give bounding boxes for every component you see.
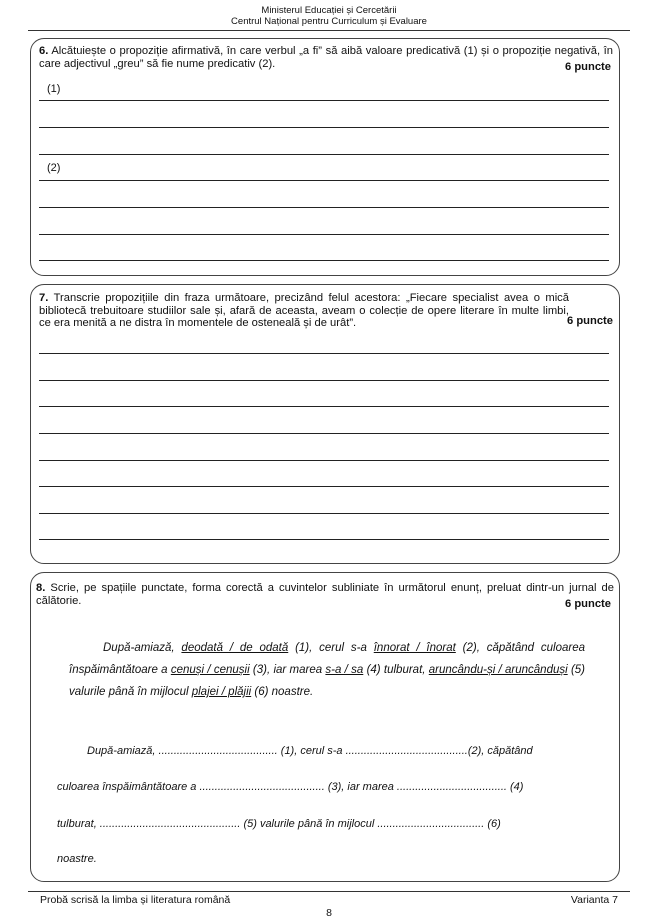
answer-line[interactable]	[39, 100, 609, 101]
underlined-word-6: plajei / plăjii	[191, 686, 252, 698]
answer-label-2: (2)	[47, 162, 61, 174]
para-text: (2), căpătând culoarea înspăimântătoare a	[69, 642, 585, 676]
question-7-number: 7.	[39, 292, 49, 304]
fill-line-3[interactable]: tulburat, .............................................. (5) valurile până în mijlocul ................................... (6)	[57, 818, 501, 830]
fill-line-2[interactable]: culoarea înspăimântătoare a ......................................... (3), iar marea .................................... (4)	[57, 781, 524, 793]
question-8-text	[36, 582, 614, 607]
question-6-prompt: Alcătuiește o propoziție afirmativă, în care verbul „a fi” să aibă valoare predicativă (1) și o propoziție negativă, în care adjectivul „greu” să fie nume predicativ (2).	[39, 45, 613, 70]
answer-line[interactable]	[39, 127, 609, 128]
question-8-points: 6 puncte	[564, 598, 611, 610]
para-text: După-amiază,	[103, 642, 182, 654]
page-number: 8	[326, 907, 332, 919]
footer-exam-title: Probă scrisă la limba și literatura română	[40, 894, 231, 906]
question-7-prompt: Transcrie propozițiile din fraza următoare, precizând felul acestora: „Fiecare specialist avea o mică bibliotecă trebuitoare studiilor sale și, afară de aceasta, aveam o colecție de opere literare în multe limbi, ce era menită a ne distra în momentele de osteneală și de urât”.	[39, 292, 569, 329]
answer-line[interactable]	[39, 406, 609, 407]
question-8-prompt: Scrie, pe spațiile punctate, forma corectă a cuvintelor subliniate în următorul enunț, preluat dintr-un jurnal de călătorie.	[36, 582, 614, 607]
underlined-word-5: aruncându-și / aruncânduși	[428, 664, 568, 676]
underlined-word-1: deodată / de odată	[181, 642, 289, 654]
question-8-box	[30, 572, 620, 882]
footer-divider	[28, 891, 630, 892]
footer-variant: Varianta 7	[570, 894, 618, 906]
answer-line[interactable]	[39, 234, 609, 235]
answer-line[interactable]	[39, 460, 609, 461]
source-paragraph	[69, 637, 585, 703]
header-ministry: Ministerul Educației și Cercetării	[261, 5, 397, 16]
underlined-word-3: cenuși / cenușii	[170, 664, 250, 676]
question-8-number: 8.	[36, 582, 46, 594]
answer-line[interactable]	[39, 207, 609, 208]
answer-line[interactable]	[39, 180, 609, 181]
para-text: (3), iar marea	[249, 664, 326, 676]
underlined-word-2: înnorat / înorat	[373, 642, 456, 654]
para-text: (5) valurile până în mijlocul	[69, 664, 586, 698]
answer-line[interactable]	[39, 353, 609, 354]
fill-line-1[interactable]: După-amiază, ....................................... (1), cerul s-a ........................................(2), căpătând	[87, 745, 533, 757]
para-text: (1), cerul s-a	[288, 642, 374, 654]
underlined-word-4: s-a / sa	[325, 664, 364, 676]
answer-line[interactable]	[39, 513, 609, 514]
question-6-box	[30, 38, 620, 276]
answer-line[interactable]	[39, 154, 609, 155]
answer-line[interactable]	[39, 539, 609, 540]
para-text: (6) noastre.	[251, 686, 314, 698]
answer-line[interactable]	[39, 260, 609, 261]
header-divider	[28, 30, 630, 31]
question-7-points: 6 puncte	[566, 315, 613, 327]
header-center: Centrul Național pentru Curriculum și Evaluare	[231, 16, 427, 27]
question-6-number: 6.	[39, 45, 49, 57]
answer-label-1: (1)	[47, 83, 61, 95]
para-text: (4) tulburat,	[363, 664, 429, 676]
fill-line-4: noastre.	[57, 853, 97, 865]
answer-line[interactable]	[39, 486, 609, 487]
answer-line[interactable]	[39, 380, 609, 381]
question-6-text	[39, 45, 613, 70]
answer-line[interactable]	[39, 433, 609, 434]
question-6-points: 6 puncte	[564, 61, 611, 73]
page-header	[0, 5, 658, 27]
question-7-text	[39, 292, 569, 330]
question-7-box	[30, 284, 620, 564]
